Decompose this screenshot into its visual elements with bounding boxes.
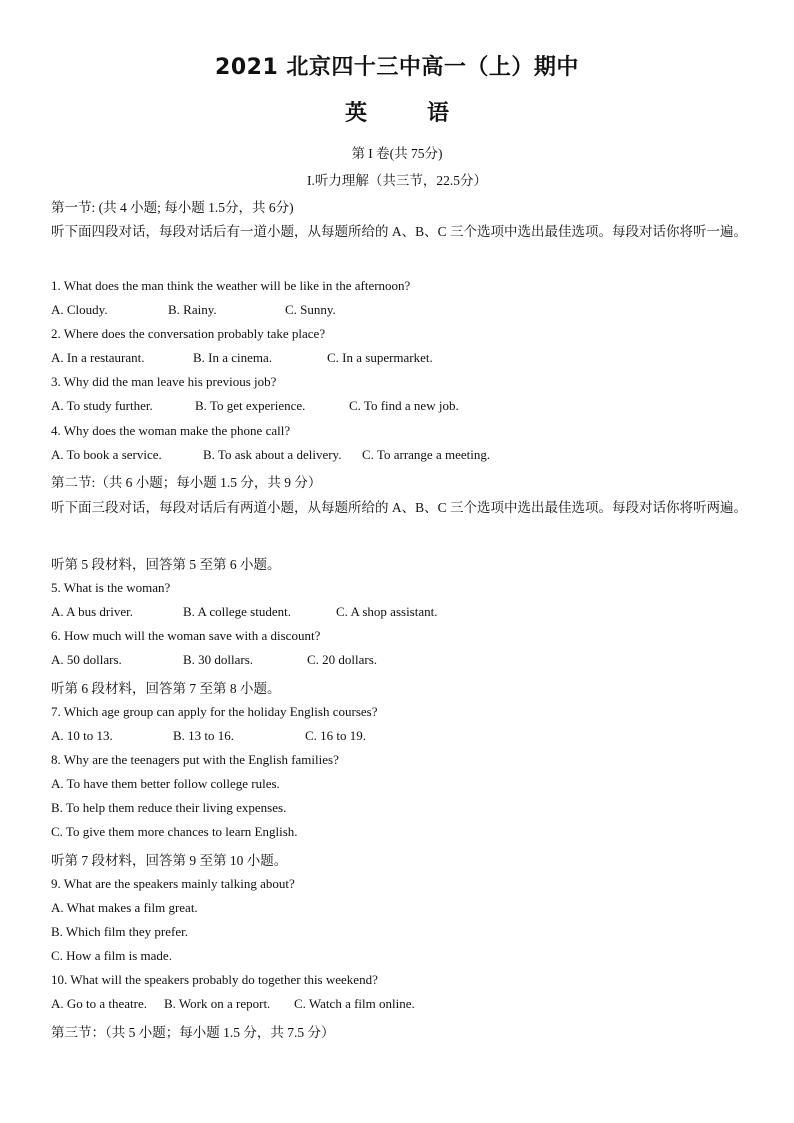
q6-option-c: C. 20 dollars. bbox=[307, 652, 378, 667]
q10-option-c: C. Watch a film online. bbox=[294, 996, 415, 1011]
q7-option-a: A. 10 to 13. bbox=[51, 728, 113, 743]
q1-option-c: C. Sunny. bbox=[285, 302, 336, 317]
question-8: 8. Why are the teenagers put with the English families? bbox=[51, 752, 339, 767]
q2-option-c: C. In a supermarket. bbox=[327, 350, 433, 365]
q9-option-b: B. Which film they prefer. bbox=[51, 924, 188, 939]
question-1: 1. What does the man think the weather will be like in the afternoon? bbox=[51, 278, 411, 293]
q9-option-a: A. What makes a film great. bbox=[51, 900, 198, 915]
q10-option-b: B. Work on a report. bbox=[164, 996, 271, 1011]
q7-option-c: C. 16 to 19. bbox=[305, 728, 367, 743]
question-5: 5. What is the woman? bbox=[51, 580, 171, 595]
volume-label: 第 I 卷(共 75分) bbox=[351, 146, 443, 161]
exam-title: 2021 北京四十三中高一（上）期中 bbox=[215, 55, 579, 80]
part-label: I.听力理解（共三节，22.5分） bbox=[307, 173, 487, 188]
section1-heading: 第一节: (共 4 小题; 每小题 1.5分，共 6分) bbox=[51, 200, 294, 215]
q7-option-b: B. 13 to 16. bbox=[173, 728, 235, 743]
q9-option-c: C. How a film is made. bbox=[51, 948, 172, 963]
question-6: 6. How much will the woman save with a discount? bbox=[51, 628, 321, 643]
q5-option-c: C. A shop assistant. bbox=[336, 604, 438, 619]
subject-heading bbox=[0, 96, 794, 127]
question-2: 2. Where does the conversation probably take place? bbox=[51, 326, 326, 341]
q2-option-b: B. In a cinema. bbox=[193, 350, 273, 365]
question-3: 3. Why did the man leave his previous job? bbox=[51, 374, 277, 389]
section3-heading: 第三节：（共 5 小题；每小题 1.5 分，共 7.5 分） bbox=[51, 1025, 335, 1040]
section1-instruction: 听下面四段对话，每段对话后有一道小题，从每题所给的 A、B、C 三个选项中选出最佳选项。每段对话你将听一遍。 bbox=[51, 224, 748, 239]
q5-option-b: B. A college student. bbox=[183, 604, 291, 619]
q8-option-b: B. To help them reduce their living expenses. bbox=[51, 800, 287, 815]
section2-heading: 第二节:（共 6 小题；每小题 1.5 分，共 9 分） bbox=[51, 475, 322, 490]
q5-option-a: A. A bus driver. bbox=[51, 604, 133, 619]
material-6-note: 听第 6 段材料，回答第 7 至第 8 小题。 bbox=[51, 681, 281, 696]
material-5-note: 听第 5 段材料，回答第 5 至第 6 小题。 bbox=[51, 557, 281, 572]
q6-option-a: A. 50 dollars. bbox=[51, 652, 122, 667]
question-10: 10. What will the speakers probably do together this weekend? bbox=[51, 972, 378, 987]
q4-option-a: A. To book a service. bbox=[51, 447, 162, 462]
q3-option-c: C. To find a new job. bbox=[349, 398, 459, 413]
question-7: 7. Which age group can apply for the holiday English courses? bbox=[51, 704, 378, 719]
question-4: 4. Why does the woman make the phone call? bbox=[51, 423, 291, 438]
q4-option-c: C. To arrange a meeting. bbox=[362, 447, 491, 462]
subject-char-2: 语 bbox=[427, 101, 450, 126]
q3-option-a: A. To study further. bbox=[51, 398, 153, 413]
q3-option-b: B. To get experience. bbox=[195, 398, 306, 413]
q2-option-a: A. In a restaurant. bbox=[51, 350, 145, 365]
q10-option-a: A. Go to a theatre. bbox=[51, 996, 148, 1011]
question-9: 9. What are the speakers mainly talking about? bbox=[51, 876, 295, 891]
q1-option-b: B. Rainy. bbox=[168, 302, 217, 317]
q8-option-c: C. To give them more chances to learn English. bbox=[51, 824, 298, 839]
q6-option-b: B. 30 dollars. bbox=[183, 652, 254, 667]
q4-option-b: B. To ask about a delivery. bbox=[203, 447, 342, 462]
q1-option-a: A. Cloudy. bbox=[51, 302, 108, 317]
subject-char-1: 英 bbox=[344, 101, 367, 126]
section2-instruction: 听下面三段对话，每段对话后有两道小题，从每题所给的 A、B、C 三个选项中选出最佳选项。每段对话你将听两遍。 bbox=[51, 500, 748, 515]
q8-option-a: A. To have them better follow college rules. bbox=[51, 776, 280, 791]
material-7-note: 听第 7 段材料，回答第 9 至第 10 小题。 bbox=[51, 853, 288, 868]
